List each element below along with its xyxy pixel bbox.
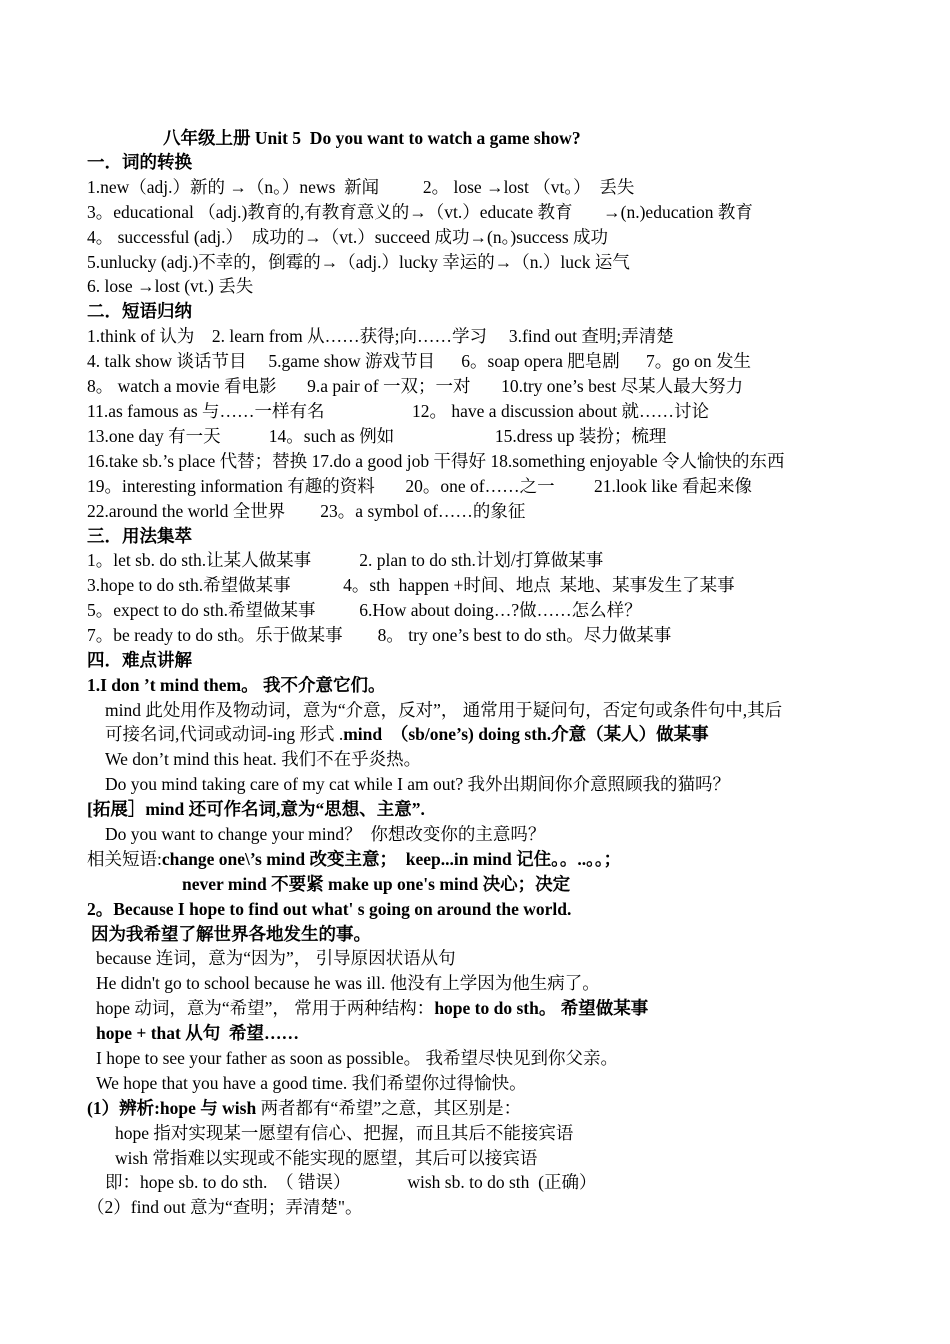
- discrimination-heading: [87, 1096, 521, 1120]
- point-2-explanation: because 连词，意为“因为”， 引导原因状语从句: [96, 948, 456, 968]
- document-title: 八年级上册 Unit 5 Do you want to watch a game show?: [163, 128, 581, 148]
- bold-structure: mind （sb/one’s) doing sth.介意（某人）做某事: [343, 724, 709, 744]
- related-phrases-text: change one\’s mind 改变主意； keep...in mind 记住。。..。。；: [161, 849, 622, 869]
- phrase-line: 1.think of 认为 2. learn from 从……获得;向……学习 3.find out 查明;弄清楚: [87, 326, 674, 346]
- point-2-hope-structure: [96, 996, 648, 1020]
- example-sentence: We don’t mind this heat. 我们不在乎炎热。: [105, 749, 422, 769]
- phrase-line: 8。 watch a movie 看电影 9.a pair of 一双；一对 10.try one’s best 尽某人最大努力: [87, 376, 744, 396]
- phrase-line: 13.one day 有一天 14。such as 例如 15.dress up 装扮；梳理: [87, 426, 667, 446]
- word-conversion-line: 5.unlucky (adj.)不幸的，倒霉的→（adj.）lucky 幸运的→（n.）luck 运气: [87, 252, 630, 272]
- phrase-line: 19。interesting information 有趣的资料 20。one of……之一 21.look like 看起来像: [87, 476, 752, 496]
- related-phrases: [87, 847, 621, 871]
- point-2-title: 2。Because I hope to find out what' s going on around the world.: [87, 899, 572, 919]
- example-sentence: Do you want to change your mind？ 你想改变你的主意吗？: [105, 824, 546, 844]
- plain-text: hope 动词，意为“希望”， 常用于两种结构：: [96, 998, 435, 1018]
- extension-note: [87, 797, 425, 821]
- example-sentence: Do you mind taking care of my cat while I am out? 我外出期间你介意照顾我的猫吗？: [105, 774, 731, 794]
- usage-line: 1。let sb. do sth.让某人做某事 2. plan to do sth.计划/打算做某事: [87, 550, 604, 570]
- section-heading-word-conversion: 一．词的转换: [87, 152, 192, 172]
- discrimination-line: wish 常指难以实现或不能实现的愿望，其后可以接宾语: [115, 1148, 538, 1168]
- section-heading-usage: 三．用法集萃: [87, 526, 192, 546]
- example-sentence: He didn't go to school because he was ill. 他没有上学因为他生病了。: [96, 973, 600, 993]
- phrase-line: 16.take sb.’s place 代替；替换 17.do a good job 干得好 18.something enjoyable 令人愉快的东西: [87, 451, 785, 471]
- word-conversion-line: 6. lose →lost (vt.) 丢失: [87, 276, 254, 296]
- phrase-line: 22.around the world 全世界 23。a symbol of……的象征: [87, 501, 526, 521]
- discrimination-example: 即：hope sb. to do sth. （ 错误） wish sb. to do sth (正确）: [105, 1172, 597, 1192]
- point-1-explanation-cont: [105, 722, 709, 746]
- plain-text: 两者都有“希望”之意，其区别是：: [256, 1098, 522, 1118]
- extension-text: mind 还可作名词,意为“思想、主意”.: [145, 799, 425, 819]
- usage-line: 5。expect to do sth.希望做某事 6.How about doing…?做……怎么样？: [87, 600, 642, 620]
- word-conversion-line: 1.new（adj.）新的 →（n。）news 新闻 2。 lose →lost （vt。） 丢失: [87, 177, 635, 197]
- usage-line: 7。be ready to do sth。乐于做某事 8。 try one’s best to do sth。尽力做某事: [87, 625, 672, 645]
- plain-text: 可接名词,代词或动词-ing 形式 .: [105, 724, 344, 744]
- point-1-title: 1.I don ’t mind them。 我不介意它们。: [87, 675, 386, 695]
- example-sentence: We hope that you have a good time. 我们希望你过得愉快。: [96, 1073, 527, 1093]
- discrimination-line: hope 指对实现某一愿望有信心、把握，而且其后不能接宾语: [115, 1123, 574, 1143]
- related-label: 相关短语:: [87, 849, 162, 869]
- point-1-explanation: mind 此处用作及物动词，意为“介意，反对”， 通常用于疑问句，否定句或条件句中,其后: [105, 700, 783, 720]
- find-out-note: （2）find out 意为“查明；弄清楚"。: [87, 1197, 363, 1217]
- section-heading-phrases: 二．短语归纳: [87, 301, 192, 321]
- point-2-title-translation: 因为我希望了解世界各地发生的事。: [91, 924, 371, 944]
- discrimination-label: (1）辨析:hope 与 wish: [87, 1098, 257, 1118]
- phrase-line: 11.as famous as 与……一样有名 12。 have a discussion about 就……讨论: [87, 401, 710, 421]
- bold-structure: hope + that 从句 希望……: [96, 1023, 299, 1043]
- usage-line: 3.hope to do sth.希望做某事 4。sth happen +时间、地点 某地、某事发生了某事: [87, 575, 735, 595]
- extension-label: [拓展］: [87, 799, 146, 819]
- word-conversion-line: 3。educational （adj.)教育的,有教育意义的→（vt.）educate 教育 →(n.)education 教育: [87, 202, 753, 222]
- section-heading-difficulties: 四．难点讲解: [87, 650, 192, 670]
- phrase-line: 4. talk show 谈话节目 5.game show 游戏节目 6。soap opera 肥皂剧 7。go on 发生: [87, 351, 751, 371]
- bold-structure: hope to do sth。 希望做某事: [434, 998, 649, 1018]
- example-sentence: I hope to see your father as soon as possible。 我希望尽快见到你父亲。: [96, 1048, 619, 1068]
- word-conversion-line: 4。 successful (adj.） 成功的→（vt.）succeed 成功→(n。)success 成功: [87, 227, 609, 247]
- related-phrases-text: never mind 不要紧 make up one's mind 决心；决定: [182, 874, 571, 894]
